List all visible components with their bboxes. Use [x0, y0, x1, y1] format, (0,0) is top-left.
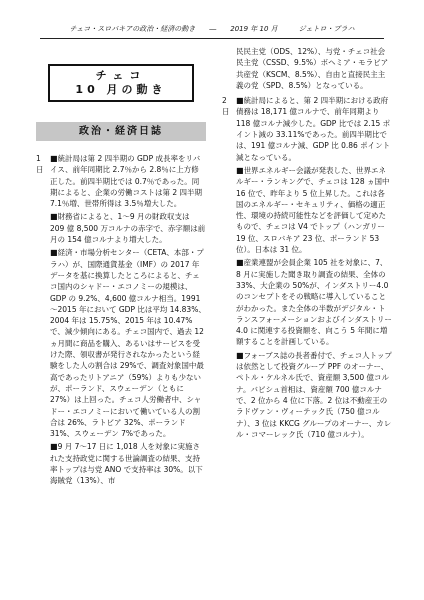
- item-text: 経済・市場分析センター（CETA、本部・プラハ）が、国際通貨基金（IMF）の 2017 年データを基に換算したところによると、チェコ国内のシャドー・エコノミーの規模は、GDP の 9.2%、4,600 億コルナ相当。1991～2015 年において GDP 比は平均 14.83%、2004 年は 15.75%、2015 年は 10.47%で、減少傾向にある。チェコ国内で、過去 12 ヵ月間に商品を購入、あるいはサービスを受けた際、領収書が発行されなかったという経験をした人の割合は 29%で、調査対象国中最高であったリトアニア（59%）よりも少ないが、ポーランド、スウェーデン（ともに 27%）は上回った。チェコ人労働者中、シャドー・エコノミーにおいて働いている人の割合は 26%、ラトビア 32%、ポーランド 31%、スウェーデン 7%であった。: [50, 248, 206, 439]
- entry-date: 1 日: [36, 154, 44, 175]
- square-bullet-icon: ■: [236, 96, 244, 106]
- list-item: [236, 257, 392, 347]
- list-item: [50, 211, 206, 245]
- list-item: [236, 350, 392, 440]
- title-country: チェコ: [95, 69, 147, 82]
- item-text: 財務省によると、1～9 月の財政収支は 209 億 8,500 万コルナの赤字で、赤字額は前月の 154 億コルナより増大した。: [50, 212, 206, 245]
- square-bullet-icon: ■: [50, 154, 58, 163]
- list-item: [50, 441, 206, 486]
- left-column: [36, 46, 206, 487]
- square-bullet-icon: ■: [236, 258, 244, 268]
- entry-date: 2 日: [222, 96, 230, 117]
- diary-entry-day1: [36, 153, 206, 487]
- diary-entry-day2: [222, 95, 392, 440]
- square-bullet-icon: ■: [50, 442, 58, 452]
- square-bullet-icon: ■: [236, 350, 244, 360]
- list-item: [236, 165, 392, 255]
- square-bullet-icon: ■: [50, 248, 58, 258]
- item-text: 世界エネルギー会議が発表した、世界エネルギー・ランキングで、チェコは 128 ヵ国中 16 位で、昨年より 5 位上昇した。これは各国のエネルギー・セキュリティ、価格の適正性、環境の持続可能性などを評価して定めたもので、チェコは V4 でトップ（ハンガリー 19 位、スロバキア 23 位、ポーランド 53 位）。日本は 31 位。: [236, 165, 390, 255]
- item-text: 統計局によると、第 2 四半期における政府債務は 18,171 億コルナで、前年同期より 118 億コルナ減少した。GDP 比では 2.15 ポイント減の 33.11%であった。前四半期比では、191 億コルナ減、GDP 比 0.86 ポイント減となっている。: [236, 96, 391, 162]
- title-month: 10 月の動き: [75, 83, 167, 96]
- item-text: 統計局は第 2 四半期の GDP 成長率をリバイス、前年同期比 2.7％から 2.8％に上方修正した。前四半期比では 0.7％であった。同期によると、企業の労働コストは第 2 四半期 7.1％増、世帯所得は 3.5％増大した。: [50, 154, 203, 209]
- diary-entry-continued: [222, 46, 392, 91]
- item-text: 9 月 7～17 日に 1,018 人を対象に実施された支持政党に関する世論調査の結果、支持率トップは与党 ANO で支持率は 30%。以下海賊党（13%）、市: [50, 442, 203, 486]
- right-column: [222, 46, 392, 440]
- square-bullet-icon: ■: [236, 165, 244, 175]
- list-item: [50, 153, 206, 209]
- list-item: [236, 95, 392, 163]
- item-text: 産業連盟が会員企業 105 社を対象に、7、8 月に実施した聞き取り調査の結果、全体の 33%、大企業の 50%が、インダストリー4.0 のコンセプトをその戦略に導入していることがわかった。また全体の半数がデジタル・トランスフォーメーションおよびインダストリー4.0 に関連する投資額を、向こう 5 年間に増額することを計画している。: [236, 258, 392, 347]
- item-text: フォーブス誌の長者番付で、チェコ人トップは依然として投資グループ PPF のオーナー、ペトル・ケルネル氏で、資産額 3,500 億コルナ。バビシュ首相は、資産額 700 億コルナで、2 位から 4 位に下落。2 位は不動産王のラドヴァン・ヴィーテック氏（750 億コルナ）、3 位は KKCG グループのオーナー、カレル・コマーレック氏（710 億コルナ）。: [236, 350, 392, 439]
- page-header: チェコ・スロバキアの政治・経済の動き ― 2019 年 10 月 ジェトロ・プラハ: [69, 25, 355, 33]
- square-bullet-icon: ■: [50, 212, 58, 222]
- title-box: [48, 64, 194, 102]
- section-heading: 政治・経済日誌: [36, 122, 206, 141]
- list-item: [50, 247, 206, 439]
- header-rule: [40, 38, 384, 39]
- continued-text: 民民主党（ODS、12%）、与党・チェコ社会民主党（CSSD、9.5%）ボヘミア・モラビア共産党（KSCM、8.5%）、自由と直接民主主義の党（SPD、8.5%）となっている。: [236, 47, 389, 90]
